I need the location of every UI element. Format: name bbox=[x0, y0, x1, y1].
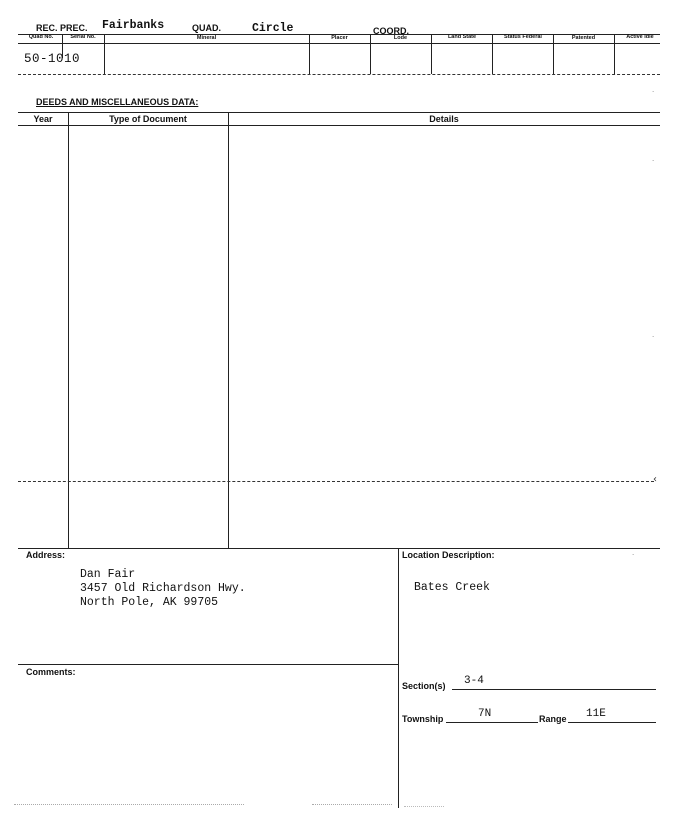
deeds-col-divider bbox=[228, 112, 229, 548]
address-label: Address: bbox=[26, 550, 66, 560]
header-col-divider bbox=[431, 34, 432, 74]
deeds-col-year: Year bbox=[33, 114, 53, 124]
deeds-bottom-rule bbox=[18, 548, 660, 549]
address-line-2: 3457 Old Richardson Hwy. bbox=[80, 582, 246, 595]
scan-artifact bbox=[404, 806, 444, 807]
deeds-col-type: Type of Document bbox=[109, 114, 187, 124]
scan-artifact: · bbox=[652, 88, 655, 96]
col-placer: Placer bbox=[331, 35, 348, 41]
scan-artifact bbox=[14, 804, 244, 805]
header-col-divider bbox=[492, 34, 493, 74]
address-line-1: Dan Fair bbox=[80, 568, 136, 581]
comments-label: Comments: bbox=[26, 667, 76, 677]
lower-center-divider bbox=[398, 548, 399, 808]
deeds-col-details: Details bbox=[429, 114, 459, 124]
coord-label: COORD. bbox=[373, 26, 409, 36]
range-underline bbox=[568, 722, 656, 723]
col-status-federal: Status Federal bbox=[504, 34, 542, 40]
col-active-idle: Active Idle bbox=[626, 34, 654, 40]
sections-underline bbox=[452, 689, 656, 690]
deeds-top-rule bbox=[18, 112, 660, 113]
col-land-state: Land State bbox=[447, 34, 477, 40]
col-quad-no: Quad No. bbox=[28, 34, 54, 40]
deeds-col-divider bbox=[68, 112, 69, 548]
scan-artifact bbox=[312, 804, 392, 805]
quad-serial-value: 50-1010 bbox=[24, 52, 81, 66]
col-patented: Patented bbox=[571, 35, 596, 41]
township-underline bbox=[446, 722, 538, 723]
address-line-3: North Pole, AK 99705 bbox=[80, 596, 219, 609]
comments-top-rule bbox=[18, 664, 398, 665]
header-col-divider bbox=[614, 34, 615, 74]
deeds-section-title: DEEDS AND MISCELLANEOUS DATA: bbox=[36, 97, 199, 107]
township-label: Township bbox=[402, 714, 444, 724]
scan-artifact: ‹ bbox=[653, 474, 657, 485]
scan-artifact: · bbox=[652, 157, 655, 165]
quad-label: QUAD. bbox=[192, 23, 221, 33]
quad-value: Circle bbox=[252, 22, 294, 35]
range-label: Range bbox=[539, 714, 567, 724]
header-mid-rule bbox=[18, 43, 660, 44]
scan-artifact: · bbox=[632, 551, 635, 559]
deeds-dashed-rule bbox=[18, 481, 654, 482]
scan-artifact: · bbox=[652, 333, 655, 341]
location-label: Location Description: bbox=[402, 550, 495, 560]
sections-value: 3-4 bbox=[464, 675, 484, 687]
header-bottom-rule bbox=[18, 74, 660, 75]
col-mineral: Mineral bbox=[196, 35, 217, 41]
col-lode: Lode bbox=[393, 35, 408, 41]
range-value: 11E bbox=[586, 708, 606, 720]
deeds-header-rule bbox=[18, 125, 660, 126]
rec-prec-label: REC. PREC. bbox=[36, 23, 88, 33]
township-value: 7N bbox=[478, 708, 492, 720]
rec-prec-value: Fairbanks bbox=[102, 19, 165, 32]
location-value: Bates Creek bbox=[414, 581, 490, 594]
col-serial-no: Serial No. bbox=[70, 34, 96, 40]
sections-label: Section(s) bbox=[402, 681, 446, 691]
